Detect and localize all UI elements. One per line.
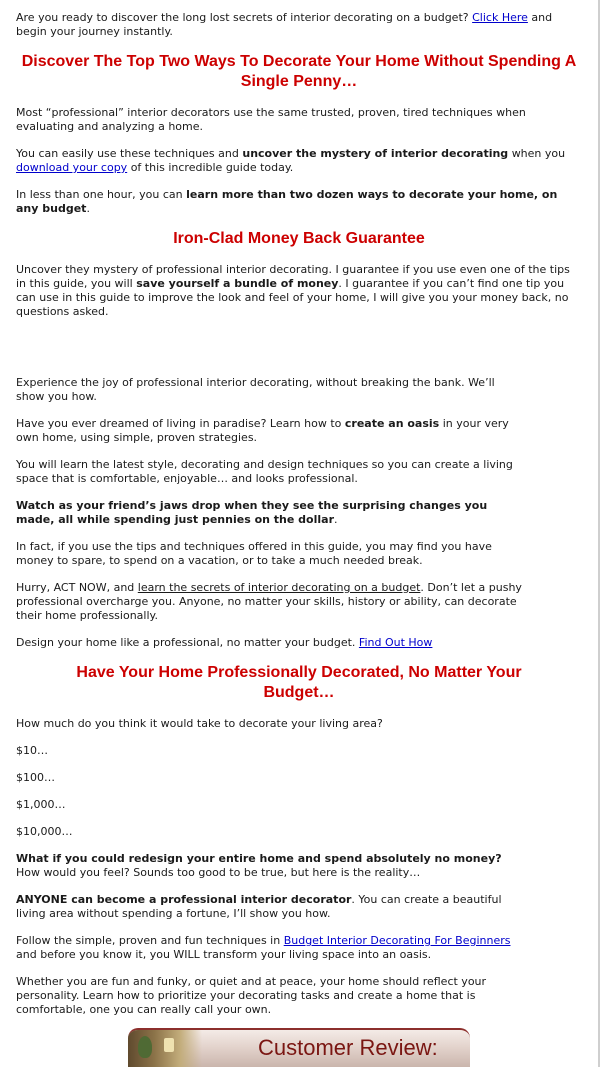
section3-p2-text-a: Have you ever dreamed of living in paradise? Learn how to [16, 417, 342, 430]
section3-paragraph-7 [16, 636, 526, 650]
section3-p7-text: Design your home like a professional, no matter your budget. [16, 636, 356, 649]
section1-p2-text-c: of this incredible guide today. [130, 161, 294, 174]
customer-review-banner [128, 1028, 470, 1067]
amount-item-1000: $1,000… [16, 798, 66, 811]
section3-p4-end: . [334, 513, 338, 526]
lamp-shape [164, 1038, 174, 1052]
section3-p6-text-a: Hurry, ACT NOW, and [16, 581, 135, 594]
interior-photo-thumbnail [128, 1030, 202, 1067]
section2-heading: Iron-Clad Money Back Guarantee [173, 230, 425, 247]
section3-p6-text-b: . Don’t let a pushy professional overcharge you. Anyone, no matter your skills, history or ability, can decorate their home professionally. [16, 581, 522, 622]
section3-paragraph-3: You will learn the latest style, decorating and design techniques so you can create a living space that is comfortable, enjoyable… and looks professional. [16, 458, 513, 485]
blank-spacer [16, 332, 582, 376]
section4-p1-text: How would you feel? Sounds too good to be true, but here is the reality… [16, 866, 421, 879]
amount-item-10: $10… [16, 744, 48, 757]
click-here-link[interactable]: Click Here [472, 11, 528, 24]
section1-paragraph-1: Most “professional” interior decorators use the same trusted, proven, tired techniques when evaluating and analyzing a home. [16, 106, 526, 133]
section4-p3-text-a: Follow the simple, proven and fun techniques in [16, 934, 281, 947]
section1-p3-end: . [86, 202, 90, 215]
section4-heading: Have Your Home Professionally Decorated, No Matter Your Budget… [76, 664, 522, 701]
section1-paragraph-3 [16, 188, 582, 216]
section4-question: How much do you think it would take to decorate your living area? [16, 717, 383, 730]
section3-paragraph-4 [16, 499, 526, 527]
content-column [16, 11, 582, 1030]
section1-p3-bold: learn more than two dozen ways to decorate your home, on any budget [16, 188, 558, 215]
section4-p1-bold: What if you could redesign your entire home and spend absolutely no money? [16, 852, 502, 865]
customer-review-title: Customer Review: [258, 1035, 438, 1060]
plant-shape [138, 1036, 152, 1058]
guarantee-text-b: . I guarantee if you can’t find one tip you can use in this guide to improve the look and feel of your home, I will give you your money back, no questions asked. [16, 277, 569, 318]
section3-p2-text-b: in your very own home, using simple, proven strategies. [16, 417, 509, 444]
section4-p3-text-b: and before you know it, you WILL transform your living space into an oasis. [16, 948, 432, 961]
guarantee-bold: save yourself a bundle of money [136, 277, 339, 290]
intro-after-text: and begin your journey instantly. [16, 11, 553, 38]
section3-p4-bold: Watch as your friend’s jaws drop when they see the surprising changes you made, all while spending just pennies on the dollar [16, 499, 488, 526]
section4-paragraph-2 [16, 893, 526, 921]
section4-paragraph-4: Whether you are fun and funky, or quiet and at peace, your home should reflect your personality. Learn how to prioritize your decorating tasks and create a home that is comfortable, one you can really call your own. [16, 975, 487, 1016]
download-your-copy-link[interactable]: download your copy [16, 161, 128, 174]
intro-paragraph [16, 11, 582, 39]
intro-text: Are you ready to discover the long lost secrets of interior decorating on a budget? [16, 11, 469, 24]
section1-p3-text: In less than one hour, you can [16, 188, 183, 201]
section3-paragraph-5: In fact, if you use the tips and techniques offered in this guide, you may find you have money to spare, to spend on a vacation, or to take a much needed break. [16, 540, 492, 567]
section4-paragraph-1 [16, 852, 526, 880]
budget-decorating-guide-link[interactable]: Budget Interior Decorating For Beginners [283, 934, 511, 947]
section1-p2-text-a: You can easily use these techniques and [16, 147, 239, 160]
section3-p2-bold: create an oasis [344, 417, 440, 430]
guarantee-paragraph [16, 263, 582, 319]
section3-paragraph-2 [16, 417, 526, 445]
section1-heading: Discover The Top Two Ways To Decorate Your Home Without Spending A Single Penny… [21, 53, 577, 90]
amount-item-10000: $10,000… [16, 825, 73, 838]
section1-paragraph-2 [16, 147, 582, 175]
section3-paragraph-1: Experience the joy of professional interior decorating, without breaking the bank. We’ll show you how. [16, 376, 495, 403]
section4-paragraph-3 [16, 934, 526, 962]
section3-paragraph-6 [16, 581, 526, 623]
find-out-how-link[interactable]: Find Out How [358, 636, 433, 649]
guarantee-text-a: Uncover they mystery of professional interior decorating. I guarantee if you use even one of the tips in this guide, you will [16, 263, 570, 290]
section4-p2-bold: ANYONE can become a professional interior decorator [16, 893, 352, 906]
section1-p2-text-b: when you [511, 147, 566, 160]
section4-p2-text: . You can create a beautiful living area without spending a fortune, I’ll show you how. [16, 893, 502, 920]
amount-item-100: $100… [16, 771, 55, 784]
section1-p2-bold: uncover the mystery of interior decorating [242, 147, 509, 160]
learn-secrets-link[interactable]: learn the secrets of interior decorating on a budget [137, 581, 421, 594]
